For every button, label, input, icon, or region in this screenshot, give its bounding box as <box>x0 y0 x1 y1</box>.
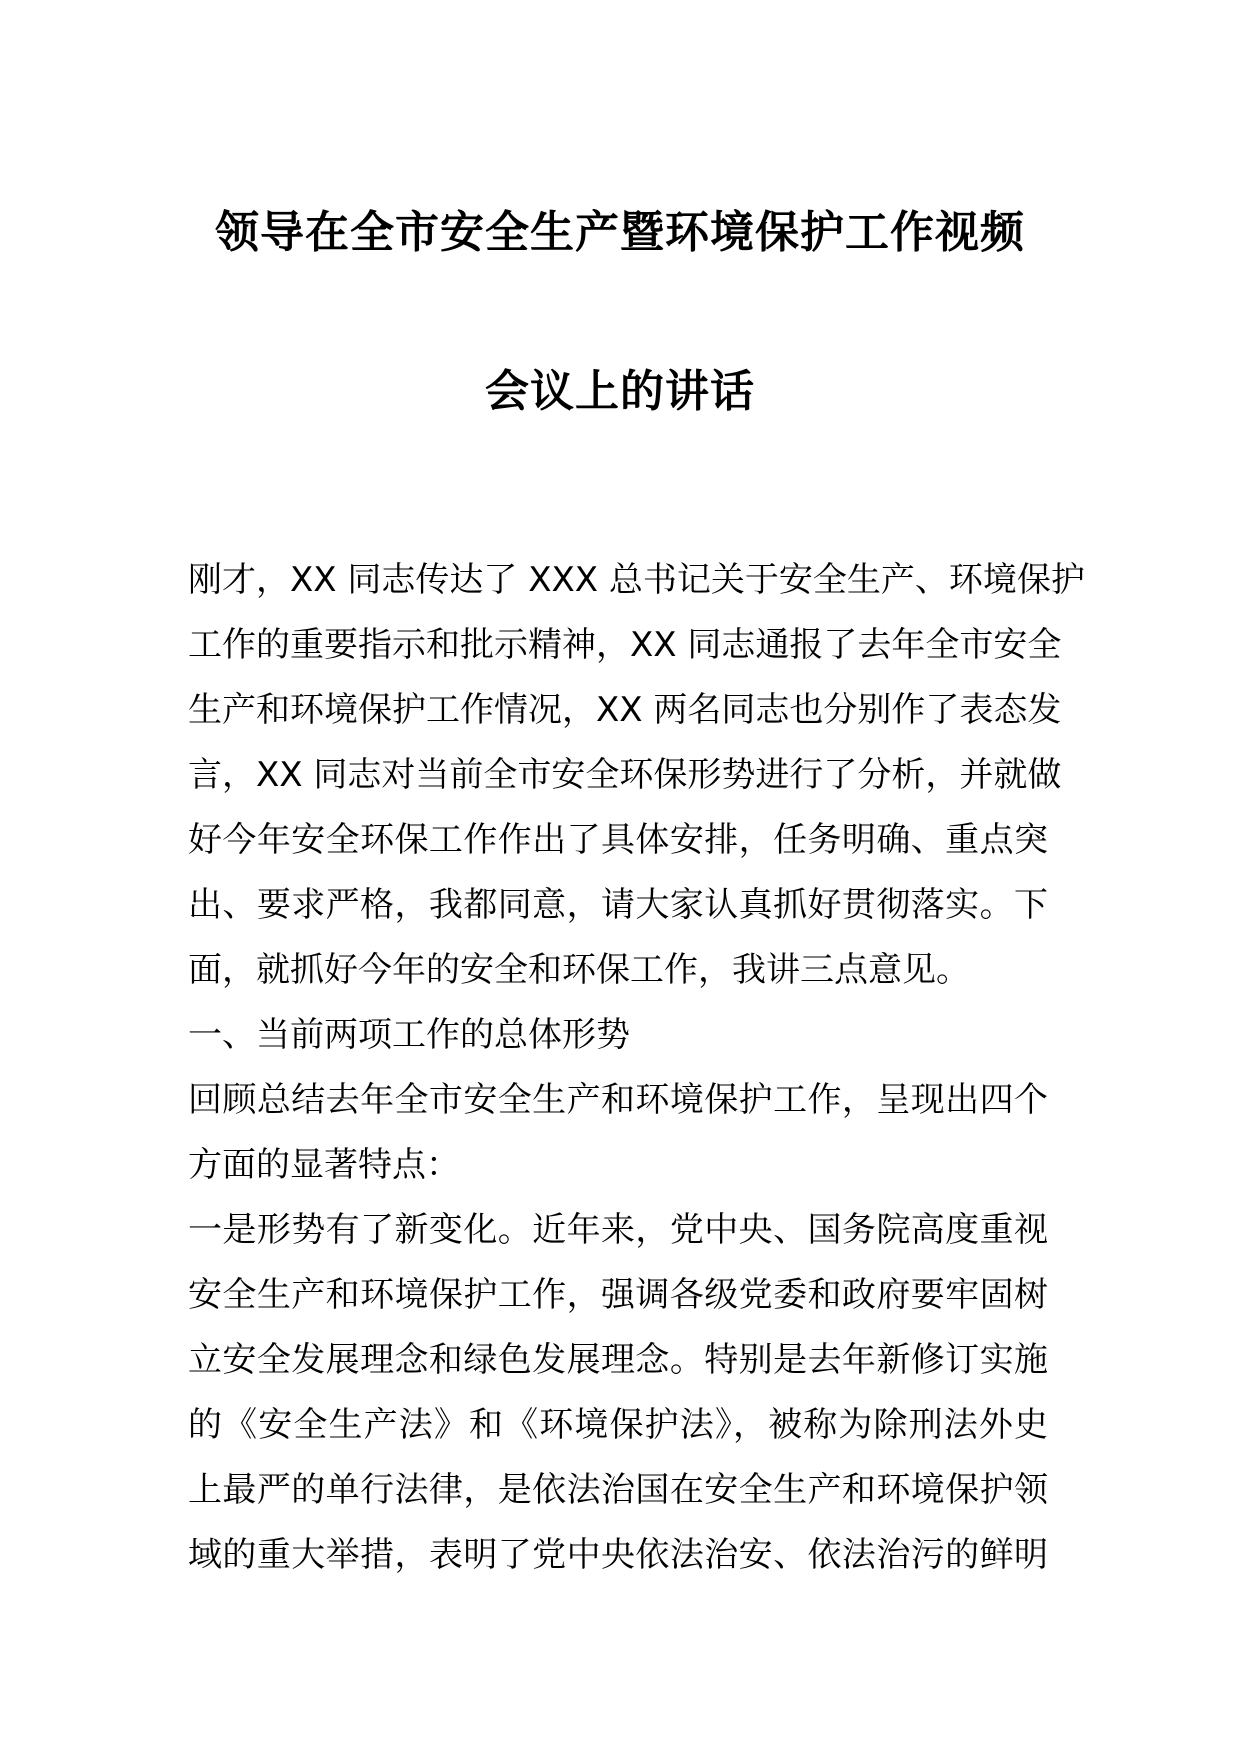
section-heading: 一、当前两项工作的总体形势 <box>188 1015 630 1055</box>
body-line: 安全生产和环境保护工作，强调各级党委和政府要牢固树 <box>188 1275 1048 1315</box>
body-line: 言，XX 同志对当前全市安全环保形势进行了分析，并就做 <box>188 755 1062 795</box>
document-title-line-2: 会议上的讲话 <box>485 366 755 417</box>
body-line: 工作的重要指示和批示精神，XX 同志通报了去年全市安全 <box>188 625 1062 665</box>
body-line: 域的重大举措，表明了党中央依法治安、依法治污的鲜明 <box>188 1535 1048 1575</box>
body-line: 出、要求严格，我都同意，请大家认真抓好贯彻落实。下 <box>188 885 1048 925</box>
body-line: 面，就抓好今年的安全和环保工作，我讲三点意见。 <box>188 950 970 990</box>
body-line: 的《安全生产法》和《环境保护法》，被称为除刑法外史 <box>188 1405 1048 1445</box>
document-body <box>188 548 1085 1588</box>
body-line: 好今年安全环保工作作出了具体安排，任务明确、重点突 <box>188 820 1048 860</box>
body-line: 方面的显著特点： <box>188 1145 460 1185</box>
document-title-line-1: 领导在全市安全生产暨环境保护工作视频 <box>215 207 1025 258</box>
body-line: 上最严的单行法律，是依法治国在安全生产和环境保护领 <box>188 1470 1048 1510</box>
body-line: 刚才，XX 同志传达了 XXX 总书记关于安全生产、环境保护 <box>188 560 1085 600</box>
body-line: 一是形势有了新变化。近年来，党中央、国务院高度重视 <box>188 1210 1048 1250</box>
body-line: 回顾总结去年全市安全生产和环境保护工作，呈现出四个 <box>188 1080 1048 1120</box>
body-line: 生产和环境保护工作情况，XX 两名同志也分别作了表态发 <box>188 690 1062 730</box>
body-line: 立安全发展理念和绿色发展理念。特别是去年新修订实施 <box>188 1340 1048 1380</box>
